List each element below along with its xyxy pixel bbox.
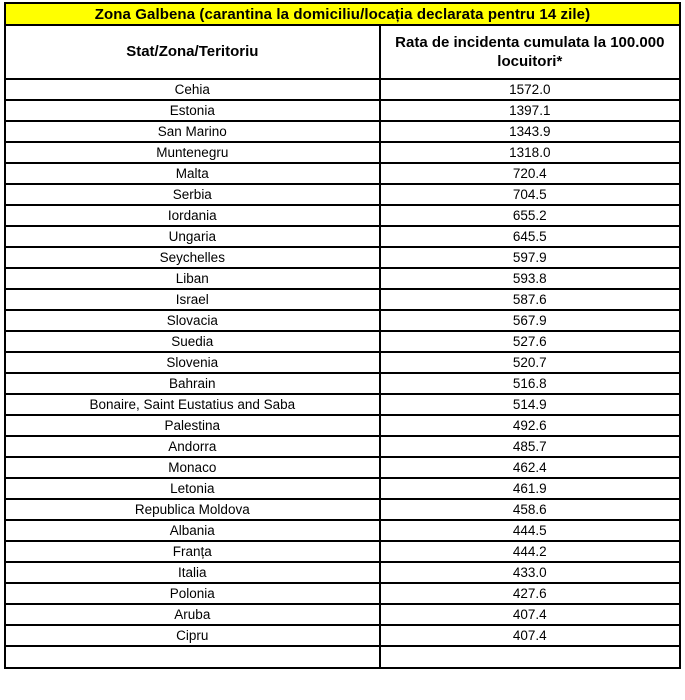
country-cell: Andorra xyxy=(5,436,380,457)
table-row-partial xyxy=(5,646,680,668)
rate-cell: 527.6 xyxy=(380,331,680,352)
rate-cell: 485.7 xyxy=(380,436,680,457)
table-row xyxy=(5,184,680,205)
table-header-row xyxy=(5,25,680,79)
rate-cell: 407.4 xyxy=(380,604,680,625)
country-cell: Letonia xyxy=(5,478,380,499)
table-row xyxy=(5,541,680,562)
country-cell: Franța xyxy=(5,541,380,562)
table-row xyxy=(5,478,680,499)
table-row xyxy=(5,310,680,331)
rate-cell: 516.8 xyxy=(380,373,680,394)
table-row xyxy=(5,205,680,226)
column-header-rate xyxy=(380,25,680,79)
rate-cell: 462.4 xyxy=(380,457,680,478)
table-row xyxy=(5,163,680,184)
rate-cell: 597.9 xyxy=(380,247,680,268)
column-header-rate-label: Rata de incidenta cumulata la 100.000 locuitori* xyxy=(395,33,665,70)
country-cell: Albania xyxy=(5,520,380,541)
country-cell: San Marino xyxy=(5,121,380,142)
country-cell: Muntenegru xyxy=(5,142,380,163)
table-row xyxy=(5,415,680,436)
table-row xyxy=(5,331,680,352)
table-row xyxy=(5,373,680,394)
rate-cell: 427.6 xyxy=(380,583,680,604)
table-row xyxy=(5,226,680,247)
rate-cell: 1318.0 xyxy=(380,142,680,163)
country-cell: Estonia xyxy=(5,100,380,121)
column-header-country xyxy=(5,25,380,79)
table-row xyxy=(5,100,680,121)
table-row xyxy=(5,457,680,478)
rate-cell: 458.6 xyxy=(380,499,680,520)
rate-cell: 655.2 xyxy=(380,205,680,226)
column-header-country-label: Stat/Zona/Teritoriu xyxy=(126,43,259,61)
table-row xyxy=(5,289,680,310)
table-row xyxy=(5,436,680,457)
rate-cell: 514.9 xyxy=(380,394,680,415)
table-row xyxy=(5,268,680,289)
table-title-row xyxy=(5,3,680,25)
rate-cell: 593.8 xyxy=(380,268,680,289)
country-cell: Palestina xyxy=(5,415,380,436)
table-row xyxy=(5,625,680,646)
table-row xyxy=(5,583,680,604)
rate-cell: 720.4 xyxy=(380,163,680,184)
rate-cell: 433.0 xyxy=(380,562,680,583)
country-cell: Seychelles xyxy=(5,247,380,268)
rate-cell: 492.6 xyxy=(380,415,680,436)
table-row xyxy=(5,79,680,100)
table-body xyxy=(5,79,680,646)
rate-cell: 444.5 xyxy=(380,520,680,541)
rate-cell: 461.9 xyxy=(380,478,680,499)
country-cell: Slovacia xyxy=(5,310,380,331)
rate-cell: 704.5 xyxy=(380,184,680,205)
country-cell: Republica Moldova xyxy=(5,499,380,520)
country-cell: Suedia xyxy=(5,331,380,352)
country-cell: Cipru xyxy=(5,625,380,646)
rate-cell: 567.9 xyxy=(380,310,680,331)
rate-cell: 1572.0 xyxy=(380,79,680,100)
table-row xyxy=(5,142,680,163)
table-row xyxy=(5,604,680,625)
rate-cell: 1343.9 xyxy=(380,121,680,142)
table-body-overflow xyxy=(5,646,680,668)
rate-cell-empty xyxy=(380,646,680,668)
country-cell: Ungaria xyxy=(5,226,380,247)
country-cell-empty xyxy=(5,646,380,668)
country-cell: Israel xyxy=(5,289,380,310)
table-row xyxy=(5,121,680,142)
table-row xyxy=(5,499,680,520)
country-cell: Slovenia xyxy=(5,352,380,373)
rate-cell: 520.7 xyxy=(380,352,680,373)
table-row xyxy=(5,394,680,415)
country-cell: Bonaire, Saint Eustatius and Saba xyxy=(5,394,380,415)
country-cell: Liban xyxy=(5,268,380,289)
country-cell: Serbia xyxy=(5,184,380,205)
table-row xyxy=(5,352,680,373)
rate-cell: 645.5 xyxy=(380,226,680,247)
country-cell: Polonia xyxy=(5,583,380,604)
country-cell: Italia xyxy=(5,562,380,583)
country-cell: Cehia xyxy=(5,79,380,100)
country-cell: Bahrain xyxy=(5,373,380,394)
country-cell: Monaco xyxy=(5,457,380,478)
table-row xyxy=(5,247,680,268)
rate-cell: 587.6 xyxy=(380,289,680,310)
rate-cell: 407.4 xyxy=(380,625,680,646)
yellow-zone-table xyxy=(4,2,681,669)
rate-cell: 1397.1 xyxy=(380,100,680,121)
table-row xyxy=(5,520,680,541)
country-cell: Malta xyxy=(5,163,380,184)
table-title: Zona Galbena (carantina la domiciliu/locația declarata pentru 14 zile) xyxy=(5,3,680,25)
table-row xyxy=(5,562,680,583)
country-cell: Aruba xyxy=(5,604,380,625)
rate-cell: 444.2 xyxy=(380,541,680,562)
country-cell: Iordania xyxy=(5,205,380,226)
